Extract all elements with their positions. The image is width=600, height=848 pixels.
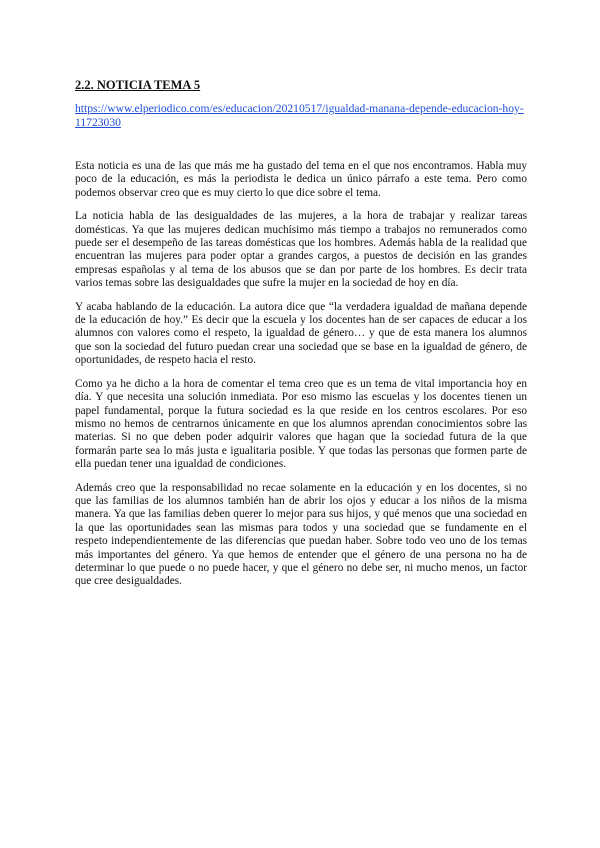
- news-article-link[interactable]: https://www.elperiodico.com/es/educacion/20210517/igualdad-manana-depende-educacion-hoy-11723030: [75, 102, 524, 129]
- paragraph-4: Como ya he dicho a la hora de comentar el tema creo que es un tema de vital importancia hoy en día. Y que necesita una solución inmediata. Por eso mismo las escuelas y los docentes tienen un papel fundamental, porque la futura sociedad es la que reside en los centros escolares. Por eso mismo no hemos de centrarnos únicamente en que los alumnos aprendan conocimientos sobre las materias. Si no que deben poder adquirir valores que hagan que la sociedad futura de la que formarán parte sea lo más justa e igualitaria posible. Y que todas las personas que formen parte de ella puedan tener una igualdad de condiciones.: [75, 377, 527, 471]
- paragraph-2: La noticia habla de las desigualdades de las mujeres, a la hora de trabajar y realizar tareas domésticas. Ya que las mujeres dedican muchísimo más tiempo a trabajos no remunerados como puede ser el desempeño de las tareas domésticas que los hombres. Además habla de la realidad que encuentran las mujeres para poder optar a grandes cargos, a puestos de decisión en las grandes empresas españolas y al tema de los abusos que se dan por parte de los hombres. Es decir trata varios temas sobre las desigualdades que sufre la mujer en la sociedad de hoy en día.: [75, 210, 527, 290]
- section-heading: 2.2. NOTICIA TEMA 5: [75, 78, 201, 92]
- paragraph-1: Esta noticia es una de las que más me ha gustado del tema en el que nos encontramos. Habla muy poco de la educación, es más la periodista le dedica un único párrafo a este tema. Pero como podemos observar creo que es muy cierto lo que dice sobre el tema.: [75, 160, 527, 199]
- paragraph-3: Y acaba hablando de la educación. La autora dice que “la verdadera igualdad de mañana depende de la educación de hoy.” Es decir que la escuela y los docentes han de ser capaces de educar a los alumnos con valores como el respeto, la igualdad de género… y que de esta manera los alumnos que son la sociedad del futuro puedan crear una sociedad que se base en la igualdad de género, de oportunidades, de respeto hacia el resto.: [75, 300, 527, 367]
- paragraph-5: Además creo que la responsabilidad no recae solamente en la educación y en los docentes, si no que las familias de los alumnos también han de abrir los ojos y educar a los niños de la misma manera. Ya que las familias deben querer lo mejor para sus hijos, y qué menos que una sociedad en la que las oportunidades sean las mismas para todos y una sociedad que se fundamente en el respeto independientemente de las diferencias que puedan haber. Sobre todo veo uno de los temas más importantes del género. Ya que hemos de entender que el género de una persona no ha de determinar lo que puede o no puede hacer, y que el género no debe ser, ni mucho menos, un factor que cree desigualdades.: [75, 481, 527, 588]
